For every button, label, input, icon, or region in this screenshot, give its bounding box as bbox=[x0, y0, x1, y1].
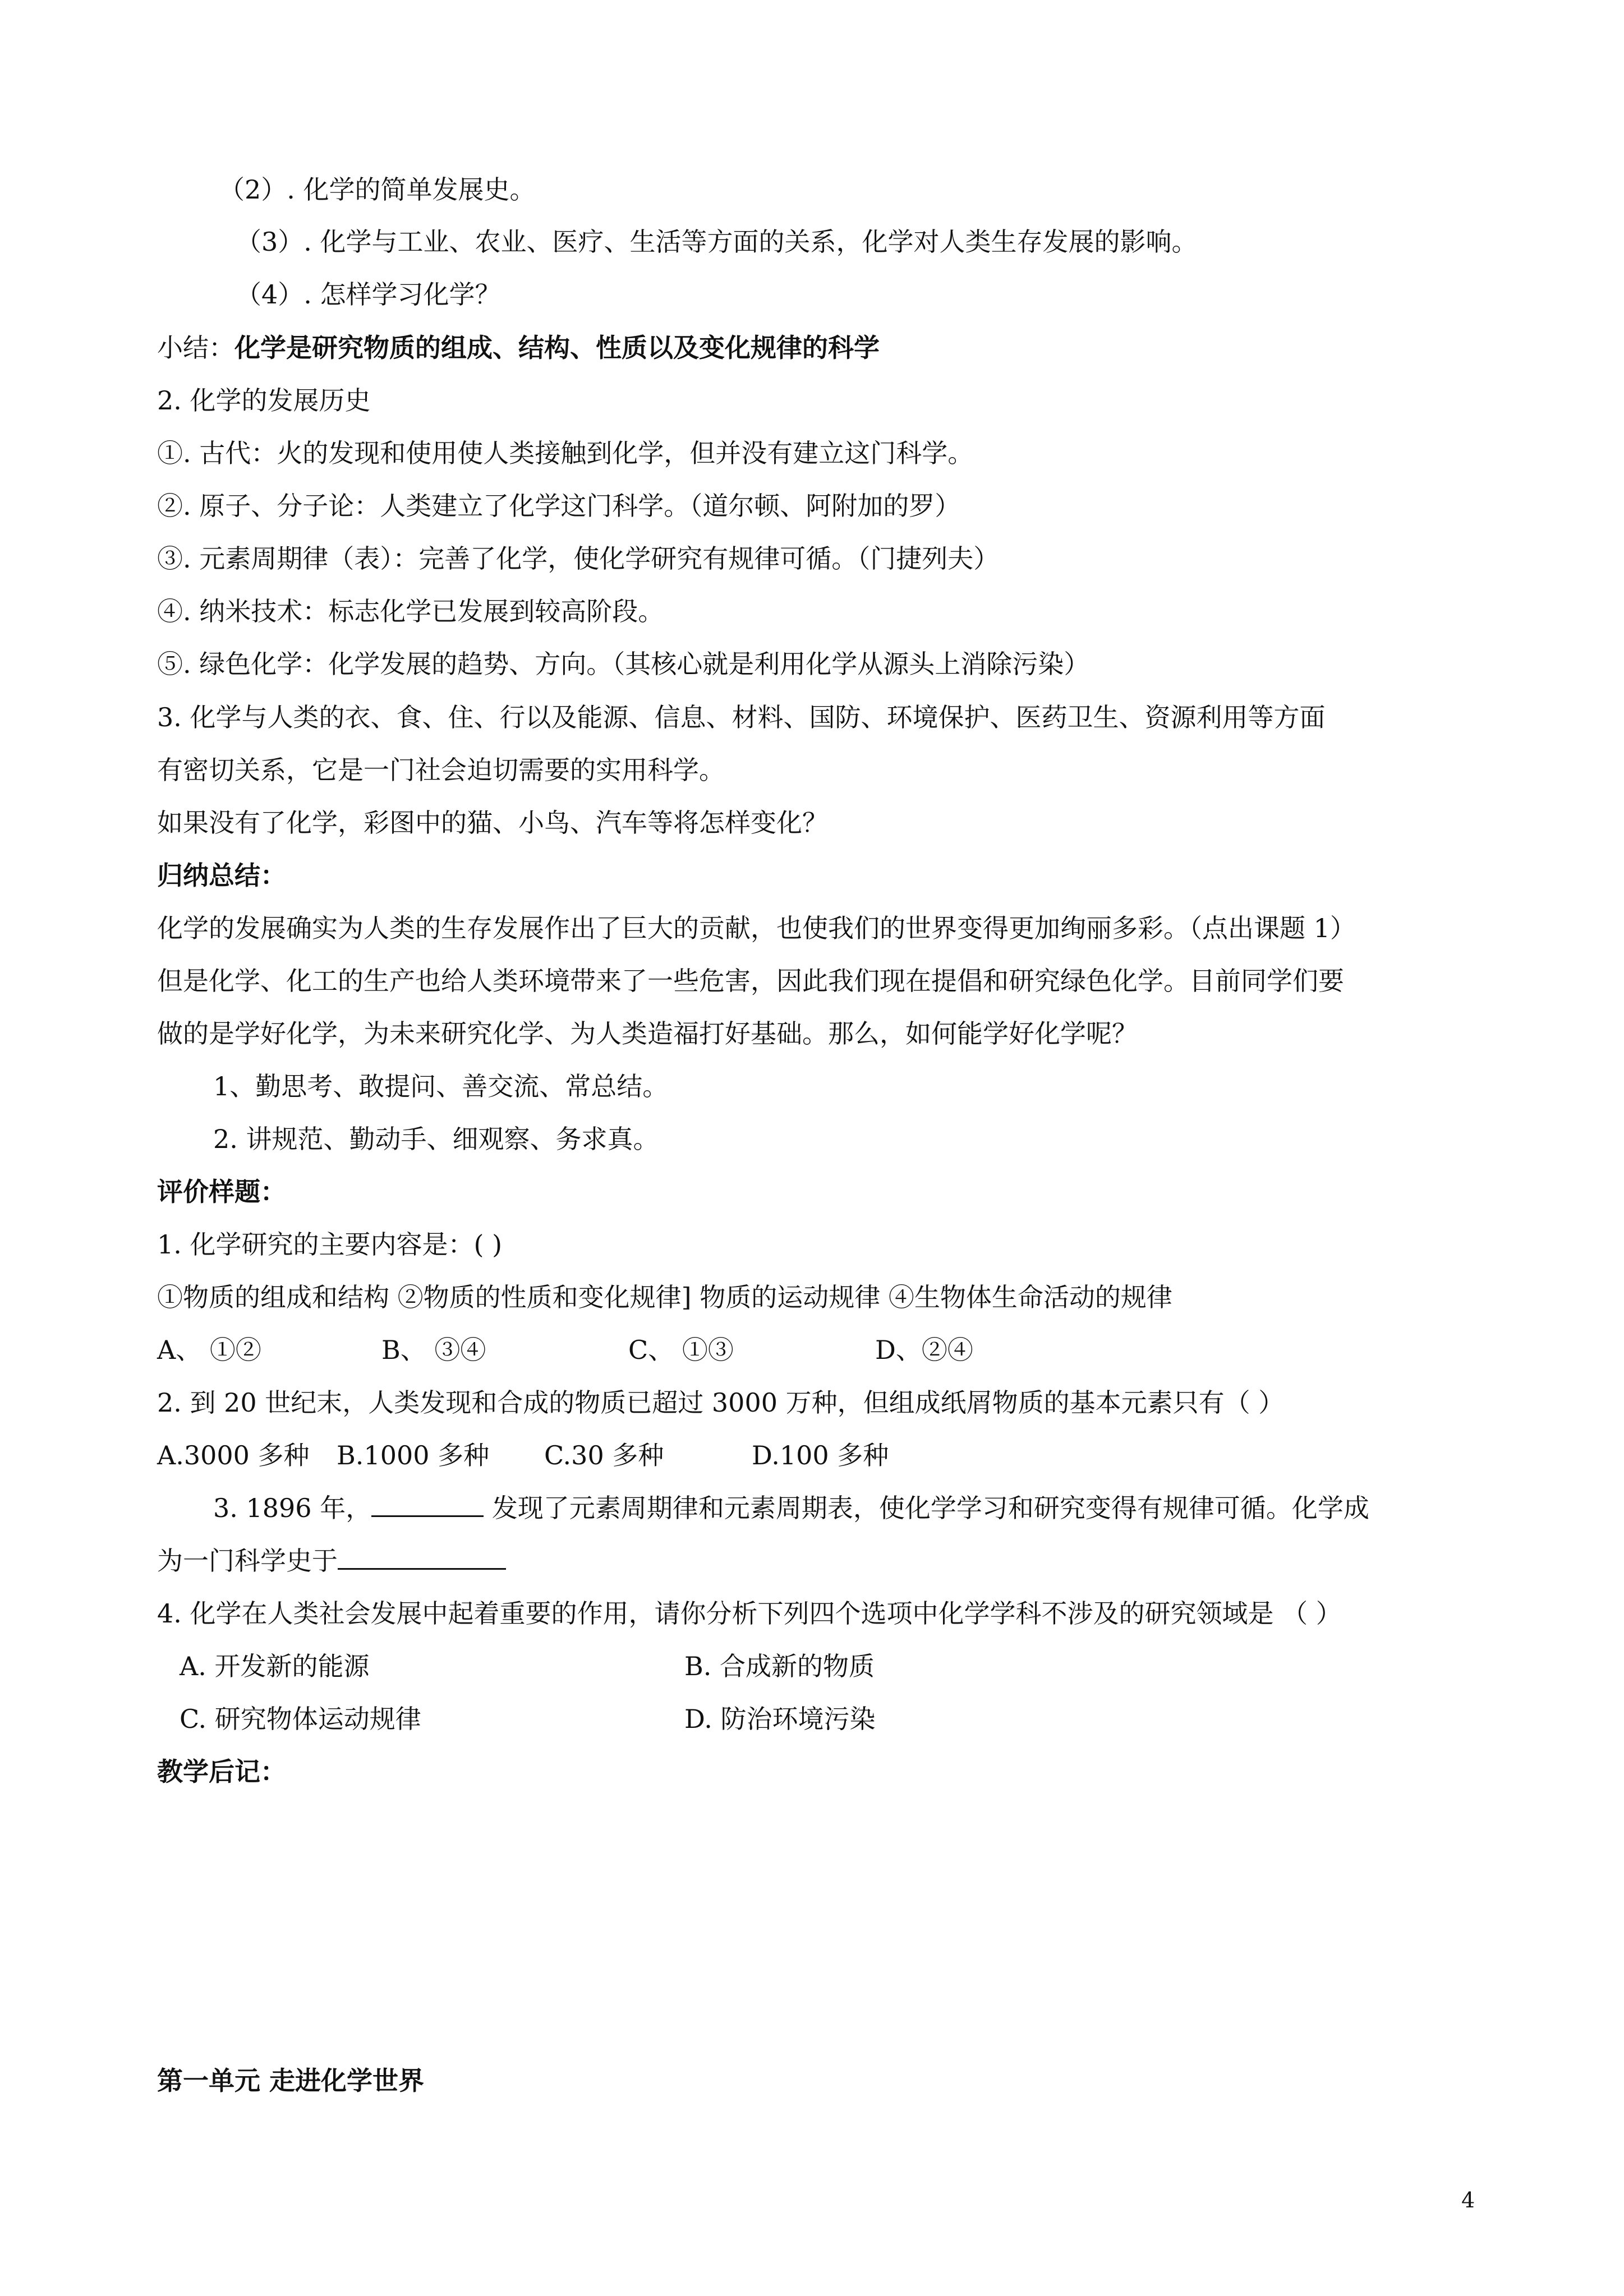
q2-option-b: B.1000 多种 bbox=[337, 1440, 490, 1470]
q3-blank-1[interactable] bbox=[371, 1493, 484, 1517]
q3-part-1: 3. 1896 年， bbox=[213, 1493, 372, 1523]
relation-line-1: 3. 化学与人类的衣、食、住、行以及能源、信息、材料、国防、环境保护、医药卫生、资源利用等方面 bbox=[157, 702, 1326, 732]
q2-option-c: C.30 多种 bbox=[544, 1440, 664, 1470]
intro-item-3: （3）. 化学与工业、农业、医疗、生活等方面的关系，化学对人类生存发展的影响。 bbox=[236, 227, 1198, 257]
q1-option-c: C、 ①③ bbox=[628, 1335, 734, 1365]
q1-stem: 1. 化学研究的主要内容是：( ) bbox=[157, 1229, 503, 1260]
conclusion-tip-2: 2. 讲规范、勤动手、细观察、务求真。 bbox=[213, 1124, 659, 1154]
conclusion-line-1: 化学的发展确实为人类的生存发展作出了巨大的贡献，也使我们的世界变得更加绚丽多彩。（点出课题 1） bbox=[157, 913, 1356, 943]
history-item-3: ③. 元素周期律（表）：完善了化学，使化学研究有规律可循。（门捷列夫） bbox=[157, 543, 1000, 574]
q1-option-b: B、 ③④ bbox=[381, 1335, 486, 1365]
q4-stem: 4. 化学在人类社会发展中起着重要的作用，请你分析下列四个选项中化学学科不涉及的研究领域是 （ ） bbox=[157, 1598, 1342, 1629]
q3-part-3: 为一门科学史于 bbox=[157, 1546, 338, 1576]
q2-option-a: A.3000 多种 bbox=[157, 1440, 310, 1470]
q3-blank-2[interactable] bbox=[338, 1546, 506, 1570]
history-item-1: ①. 古代：火的发现和使用使人类接触到化学，但并没有建立这门科学。 bbox=[157, 438, 974, 468]
conclusion-line-2: 但是化学、化工的生产也给人类环境带来了一些危害，因此我们现在提倡和研究绿色化学。目前同学们要 bbox=[157, 966, 1344, 996]
q4-option-d: D. 防治环境污染 bbox=[684, 1704, 876, 1734]
q2-stem: 2. 到 20 世纪末，人类发现和合成的物质已超过 3000 万种，但组成纸屑物质的基本元素只有（ ） bbox=[157, 1387, 1285, 1418]
q4-option-a: A. 开发新的能源 bbox=[180, 1651, 370, 1681]
intro-item-4: （4）. 怎样学习化学？ bbox=[236, 279, 501, 310]
conclusion-heading: 归纳总结： bbox=[157, 860, 286, 891]
q3-line-2 bbox=[157, 1545, 506, 1576]
q1-option-a: A、 ①② bbox=[157, 1335, 261, 1365]
conclusion-tip-1: 1、勤思考、敢提问、善交流、常总结。 bbox=[213, 1071, 669, 1101]
history-item-2: ②. 原子、分子论：人类建立了化学这门科学。（道尔顿、阿附加的罗） bbox=[157, 491, 961, 521]
history-heading: 2. 化学的发展历史 bbox=[157, 385, 371, 416]
history-item-5: ⑤. 绿色化学：化学发展的趋势、方向。（其核心就是利用化学从源头上消除污染） bbox=[157, 649, 1090, 679]
q3-line-1 bbox=[213, 1492, 1369, 1524]
page-number: 4 bbox=[1461, 2188, 1475, 2212]
q1-option-d: D、②④ bbox=[875, 1335, 973, 1365]
q3-part-2: 发现了元素周期律和元素周期表，使化学学习和研究变得有规律可循。化学成 bbox=[484, 1493, 1369, 1523]
q2-option-d: D.100 多种 bbox=[752, 1440, 889, 1470]
unit-title: 第一单元 走进化学世界 bbox=[157, 2066, 425, 2096]
q1-statements: ①物质的组成和结构 ②物质的性质和变化规律] 物质的运动规律 ④生物体生命活动的规律 bbox=[157, 1282, 1172, 1312]
q4-option-b: B. 合成新的物质 bbox=[684, 1651, 875, 1681]
summary-text: 化学是研究物质的组成、结构、性质以及变化规律的科学 bbox=[234, 333, 880, 363]
summary-label: 小结： bbox=[157, 333, 234, 363]
relation-line-2: 有密切关系，它是一门社会迫切需要的实用科学。 bbox=[157, 755, 725, 785]
history-item-4: ④. 纳米技术：标志化学已发展到较高阶段。 bbox=[157, 596, 664, 626]
afterword-heading: 教学后记： bbox=[157, 1756, 286, 1787]
exercises-heading: 评价样题： bbox=[157, 1177, 286, 1207]
conclusion-line-3: 做的是学好化学，为未来研究化学、为人类造福打好基础。那么，如何能学好化学呢？ bbox=[157, 1018, 1138, 1049]
q4-option-c: C. 研究物体运动规律 bbox=[180, 1704, 421, 1734]
intro-item-2: （2）. 化学的简单发展史。 bbox=[219, 174, 536, 205]
summary-line bbox=[157, 332, 880, 363]
relation-question: 如果没有了化学，彩图中的猫、小鸟、汽车等将怎样变化？ bbox=[157, 808, 828, 838]
